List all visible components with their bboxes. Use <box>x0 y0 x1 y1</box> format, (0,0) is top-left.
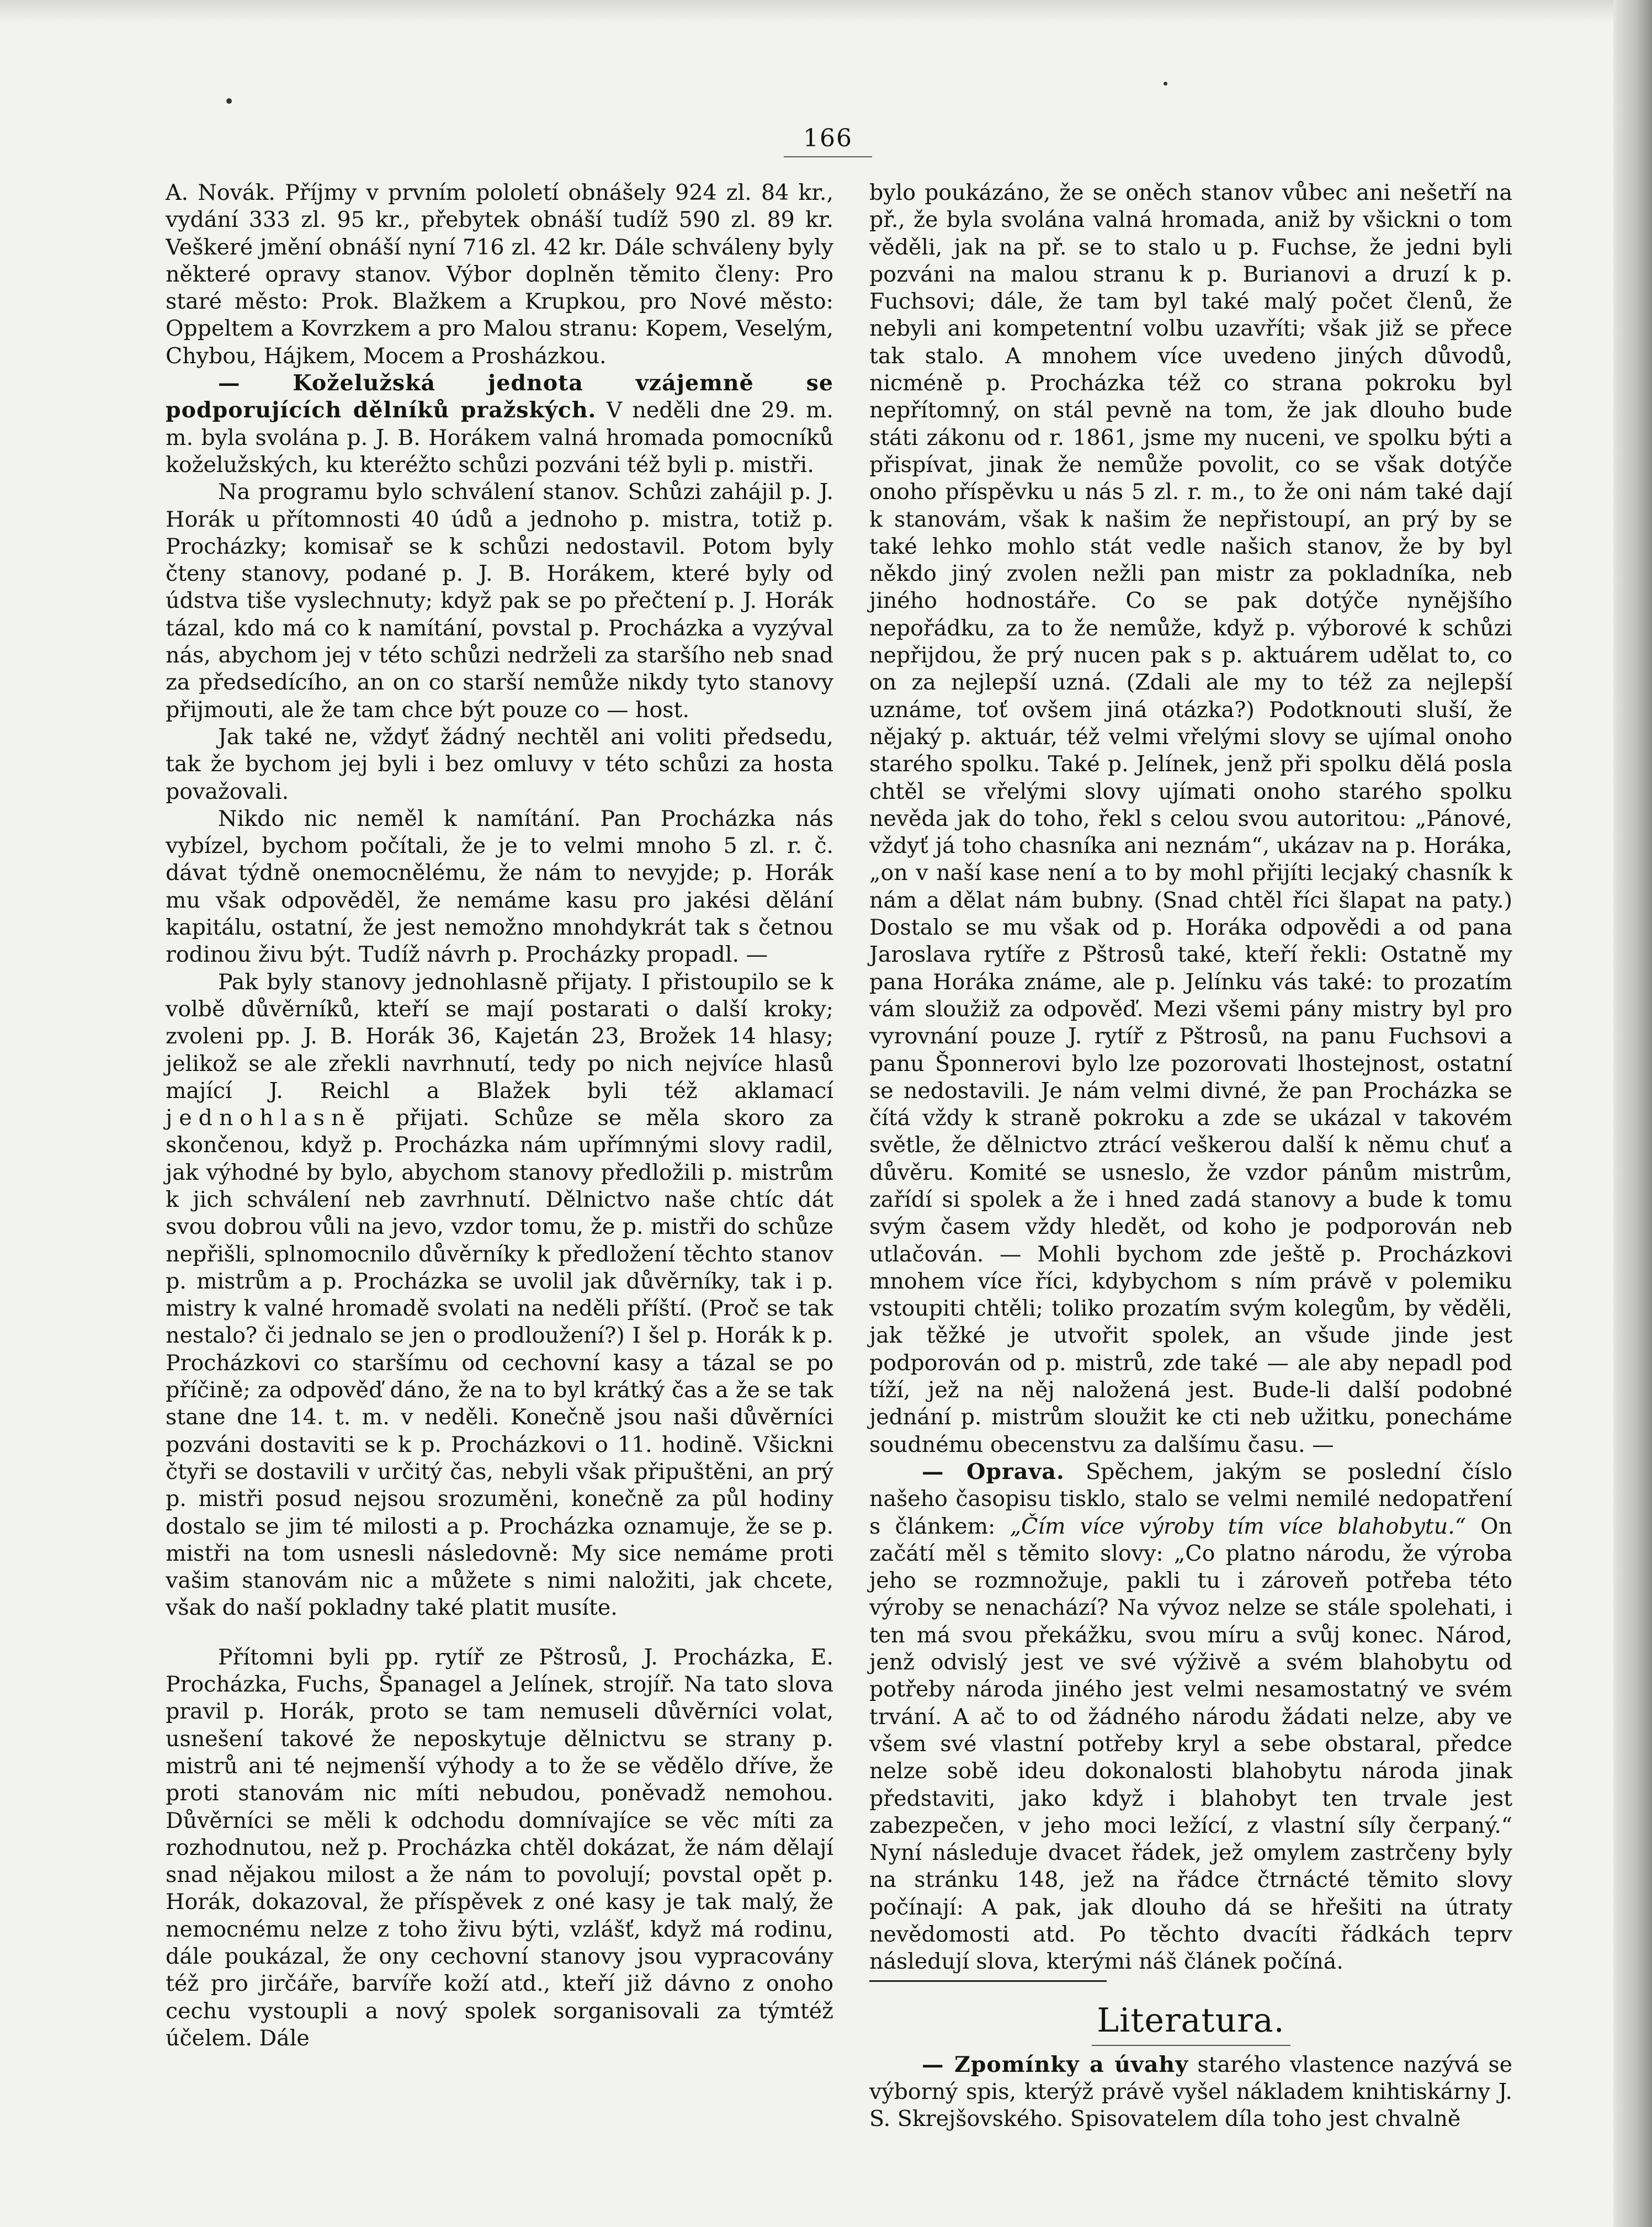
text-run: starého vlastence nazývá se výborný spis, kterýž právě vyšel nákladem knihtiskárny J. S. Skrejšovského. Spisovatelem díla toho jest chvalně <box>869 2051 1512 2132</box>
page-number: 166 <box>803 124 853 152</box>
right-column <box>869 179 1512 2133</box>
article-end-rule <box>869 1980 1107 1982</box>
text-run: Na programu bylo schválení stanov. Schůzi zahájil p. J. Horák u přítomnosti 40 údů a jednoho p. mistra, totiž p. Procházky; komisař se k schůzi nedostavil. Potom byly čteny stanovy, podané p. J. B. Horákem, které byly od údstva tiše vyslechnuty; když pak se po přečtení p. J. Horák tázal, kdo má co k namítání, povstal p. Procházka a vyzýval nás, abychom jej v této schůzi nedrželi za staršího neb snad za předsedícího, an on co starší nemůže nikdy tyto stanovy přijmouti, ale že tam chce být pouze co — host. <box>166 479 833 723</box>
text-run: Nikdo nic neměl k namítání. Pan Procházka nás vybízel, bychom počítali, že je to velmi mnoho 5 zl. r. č. dávat týdně onemocnělému, že nám to nevyjde; p. Horák mu však odpověděl, že nemáme kasu pro jakési dělání kapitálu, ostatní, že jest nemožno mnohdykrát tak s četnou rodinou živu být. Tudíž návrh p. Procházky propadl. — <box>166 805 833 968</box>
page-number-rule <box>784 156 872 157</box>
text-run: Spěchem, jakým se poslední číslo našeho časopisu tisklo, stalo se velmi nemilé nedopatření s článkem: <box>869 1459 1513 1539</box>
right-column-articles <box>869 179 1512 1976</box>
paragraph-gap <box>166 1622 833 1644</box>
article-paragraph <box>166 179 833 370</box>
text-run-headline: — Koželužská jednota vzájemně se podporujících dělníků pražských. <box>166 370 833 423</box>
text-run: V neděli dne 29. m. m. byla svolána p. J. B. Horákem valná hromada pomocníků koželužských, ku kteréžto schůzi pozváni též byli p. mistři. <box>166 397 833 478</box>
left-column <box>166 179 833 2052</box>
article-paragraph <box>166 479 833 724</box>
text-run: A. Novák. Příjmy v prvním pololetí obnášely 924 zl. 84 kr., vydání 333 zl. 95 kr., přebytek obnáší tudíž 590 zl. 89 kr. Veškeré jmění obnáší nyní 716 zl. 42 kr. Dále schváleny byly některé opravy stanov. Výbor doplněn těmito členy: Pro staré město: Prok. Blažkem a Krupkou, pro Nové město: Oppeltem a Kovrzkem a pro Malou stranu: Kopem, Veselým, Chybou, Hájkem, Mocem a Prosházkou. <box>166 180 833 369</box>
text-run-spaced: jednohlasně <box>166 1105 371 1131</box>
article-paragraph <box>166 724 833 805</box>
section-title-rule <box>1092 2045 1290 2046</box>
article-paragraph <box>869 1459 1512 1976</box>
article-paragraph <box>166 1644 833 2052</box>
text-run: přijati. Schůze se měla skoro za skončenou, když p. Procházka nám upřímnými slovy radil, jak výhodné by bylo, abychom stanovy předložili p. mistrům k jich schválení neb zavrhnutí. Dělnictvo naše chtíc dát svou dobrou vůli na jevo, vzdor tomu, že p. mistři do schůze nepřišli, splnomocnilo důvěrníky k předložení těchto stanov p. mistrům a p. Procházka se uvolil jak důvěrníky, tak i p. mistry k valné hromadě svolati na neděli příští. (Proč se tak nestalo? či jednalo se jen o prodloužení?) I šel p. Horák k p. Procházkovi co staršímu od cechovní kasy a tázal se po příčině; za odpověď dáno, že na to byl krátký čas a že se tak stane dne 14. t. m. v neděli. Konečně jsou naši důvěrníci pozváni dostaviti se k p. Procházkovi o 11. hodině. Všickni čtyři se dostavili v určitý čas, nebyli však připuštěni, an prý p. mistři posud nejsou srozuměni, konečně za půl hodiny dostalo se jim té milosti a p. Procházka oznamuje, že se p. mistři na tom usnesli následovně: My sice nemáme proti vašim stanovám nic a můžete s nimi naložiti, jak chcete, však do naší pokladny také platit musíte. <box>166 1105 833 1621</box>
text-run: bylo poukázáno, že se oněch stanov vůbec ani nešetří na př., že byla svolána valná hromada, aniž by všickni o tom věděli, jak na př. se to stalo u p. Fuchse, že jedni byli pozváni na malou stranu k p. Burianovi a druzí k p. Fuchsovi; dále, že tam byl také malý počet členů, že nebyli ani kompetentní volbu uzavříti; však již se přece tak stalo. A mnohem více uvedeno jiných důvodů, nicméně p. Procházka též co strana pokroku byl nepřítomný, on stál pevně na tom, že jak dlouho bude státi zákonu od r. 1861, jsme my nuceni, ve spolku býti a přispívat, jinak že nemůže povolit, co se však dotýče onoho příspěvku u nás 5 zl. r. m., to že oni nám také dají k stanovám, však k našim že nepřistoupí, an prý by se také lehko mohlo stát vedle našich stanov, že by byl někdo jiný zvolen nežli pan mistr za pokladníka, neb jiného hodnostáře. Co se pak dotýče nynějšího nepořádku, za to že nemůže, když p. výborové k schůzi nepřijdou, že prý nucen pak s p. aktuárem udělat to, co on za nejlepší uzná. (Zdali ale my to též za nejlepší uznáme, toť ovšem jiná otázka?) Podotknouti sluší, že nějaký p. aktuár, též velmi vřelými slovy se ujímal onoho starého spolku. Také p. Jelínek, jenž při spolku dělá posla chtěl se vřelými slovy ujímati onoho starého spolku nevěda jak do toho, řekl s celou svou autoritou: „Pánové, vždyť já toho chasníka ani neznám“, ukázav na p. Horáka, „on v naší kase není a to by mohl přijíti lecjaký chasník k nám a dělat nám bubny. (Snad chtěl říci šlapat na paty.) Dostalo se mu však od p. Horáka odpovědi a od pana Jaroslava rytíře z Pštrosů také, kteří řekli: Ostatně my pana Horáka známe, ale p. Jelínku vás také: to prozatím vám sloužiž za odpověď. Mezi všemi pány mistry byl pro vyrovnání pouze J. rytíř z Pštrosů, na panu Fuchsovi a panu Šponnerovi bylo lze pozorovati lhostejnost, ostatní se nedostavili. Je nám velmi divné, že pan Procházka se čítá vždy k straně pokroku a zde se ukázal v takovém světle, že dělnictvo ztrácí veškerou další k němu chuť a důvěru. Komité se usneslo, že vzdor pánům mistrům, zařídí si spolek a že i hned zadá stanovy a bude k tomu svým časem vždy hledět, od koho je podporován neb utlačován. — Mohli bychom zde ještě p. Procházkovi mnohem více říci, kdybychom s ním právě v polemiku vstoupiti chtěli; toliko prozatím svým kolegům, by věděli, jak těžké je utvořit spolek, an všude jinde jest podporován od p. mistrů, zde také — ale aby nepadl pod tíží, jež na něj naložená jest. Bude-li další podobné jednání p. mistrům sloužit ke cti neb užitku, ponecháme soudnému obecenstvu za dalšímu času. — <box>869 180 1512 1457</box>
text-run-headline: — Oprava. <box>922 1459 1065 1484</box>
page-edge <box>1613 0 1652 2227</box>
article-paragraph <box>869 179 1512 1459</box>
literature-paragraph <box>869 2051 1512 2133</box>
text-run-italic: „Čím více výroby tím více blahobytu.“ <box>1010 1513 1466 1539</box>
scan-top-shade <box>0 0 1652 22</box>
article-paragraph <box>166 969 833 1622</box>
article-paragraph <box>166 805 833 969</box>
scan-speck <box>1164 82 1167 86</box>
text-run: Jak také ne, vždyť žádný nechtěl ani voliti předsedu, tak že bychom jej byli i bez omluvy v této schůzi za hosta považovali. <box>166 724 833 804</box>
text-run: Pak byly stanovy jednohlasně přijaty. I přistoupilo se k volbě důvěrníků, kteří se mají postarati o další kroky; zvoleni pp. J. B. Horák 36, Kajetán 23, Brožek 14 hlasy; jelikož se ale zřekli navrhnutí, tedy po nich nejvíce hlasů mající J. Reichl a Blažek byli též aklamací <box>166 969 833 1104</box>
text-run: Přítomni byli pp. rytíř ze Pštrosů, J. Procházka, E. Procházka, Fuchs, Španagel a Jelínek, strojíř. Na tato slova pravil p. Horák, proto se tam nemuseli důvěrníci volat, usnešení takové že neposkytuje dělnictvu se strany p. mistrů ani té nejmenší výhody a to že se vědělo dříve, že proti stanovám nic míti nebudou, poněvadž nemohou. Důvěrníci se měli k odchodu domnívajíce se věc míti za rozhodnutou, než p. Procházka chtěl dokázat, že nám dělají snad nějakou milost a že nám to povolují; povstal opět p. Horák, dokazoval, že příspěvek z oné kasy je tak malý, že nemocnému nelze z toho živu býti, vzlášť, když má rodinu, dále poukázal, že ony cechovní stanovy jsou vypracovány též pro jirčáře, barvíře koží atd., kteří již dávno z onoho cechu vystoupli a nový spolek sorganisovali za týmtéž účelem. Dále <box>166 1644 833 2051</box>
text-run: On začátí měl s těmito slovy: „Co platno národu, že výroba jeho se rozmnožuje, pakli tu i zároveň potřeba této výroby se nenachází? Na vývoz nelze se stále spolehati, i ten má svou překážku, svou míru a svůj konec. Národ, jenž odvislý jest ve své výživě a svém blahobytu od potřeby národa jiného jest velmi nesamostatný ve svém trvání. A ač to od žádného národu žádati nelze, aby ve všem své vlastní potřeby kryl a sebe obstaral, předce nelze sobě ideu dokonalosti blahobytu národa jinak představiti, jako když i blahobyt ten trvale jest zabezpečen, v jeho moci ležící, z vlastní síly čerpaný.“ Nyní následuje dvacet řádek, jež omylem zastrčeny byly na stránku 148, jež na řádce čtrnácté těmito slovy počínají: A pak, jak dlouho dá se hřešiti na útraty nevědomosti atd. Po těchto dvacíti řádkách teprv následují slova, kterými náš článek počíná. <box>869 1513 1512 1975</box>
section-title-literature: Literatura. <box>1097 2001 1285 2040</box>
scan-speck <box>226 98 232 104</box>
article-paragraph <box>166 370 833 479</box>
text-run-headline: — Zpomínky a úvahy <box>922 2051 1189 2077</box>
